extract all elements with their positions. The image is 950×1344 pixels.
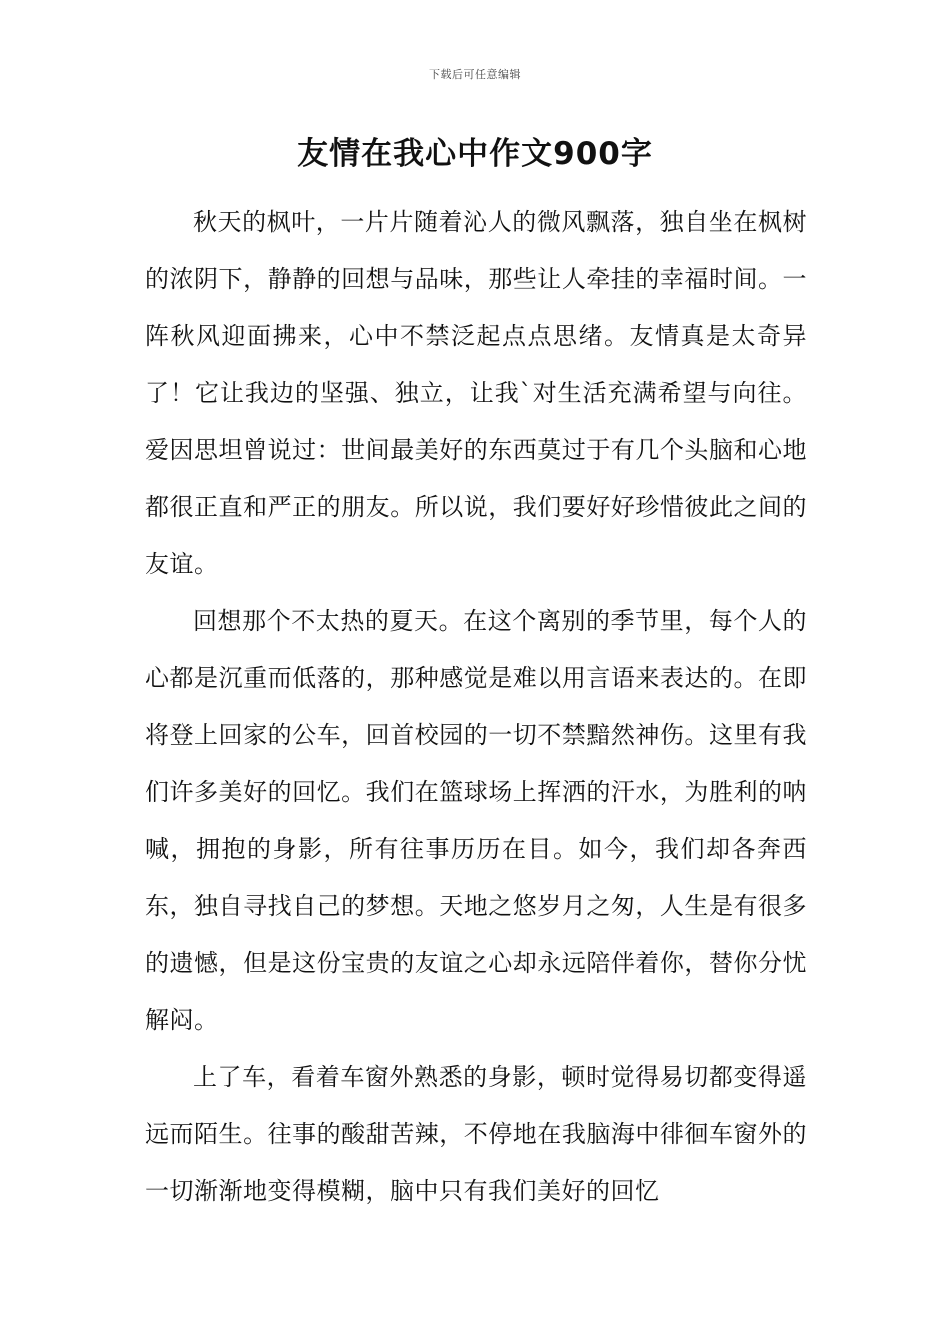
document-title: 友情在我心中作文900字 (297, 136, 653, 172)
paragraph-3: 上了车，看着车窗外熟悉的身影，顿时觉得易切都变得遥远而陌生。往事的酸甜苦辣，不停地在我脑海中徘徊车窗外的一切渐渐地变得模糊，脑中只有我们美好的回忆 (145, 1063, 807, 1205)
paragraph-1: 秋天的枫叶，一片片随着沁人的微风飘落，独自坐在枫树的浓阴下，静静的回想与品味，那些让人牵挂的幸福时间。一阵秋风迎面拂来，心中不禁泛起点点思绪。友情真是太奇异了！它让我边的坚强、独立，让我`对生活充满希望与向往。爱因思坦曾说过：世间最美好的东西莫过于有几个头脑和心地都很正直和严正的朋友。所以说，我们要好好珍惜彼此之间的友谊。 (145, 208, 807, 578)
header-note: 下载后可任意编辑 (429, 68, 521, 81)
paragraph-2: 回想那个不太热的夏天。在这个离别的季节里，每个人的心都是沉重而低落的，那种感觉是难以用言语来表达的。在即将登上回家的公车，回首校园的一切不禁黯然神伤。这里有我们许多美好的回忆。我们在篮球场上挥洒的汗水，为胜利的呐喊，拥抱的身影，所有往事历历在目。如今，我们却各奔西东，独自寻找自己的梦想。天地之悠岁月之匆，人生是有很多的遗憾，但是这份宝贵的友谊之心却永远陪伴着你，替你分忧解闷。 (145, 607, 807, 1034)
document-body (145, 194, 807, 1220)
